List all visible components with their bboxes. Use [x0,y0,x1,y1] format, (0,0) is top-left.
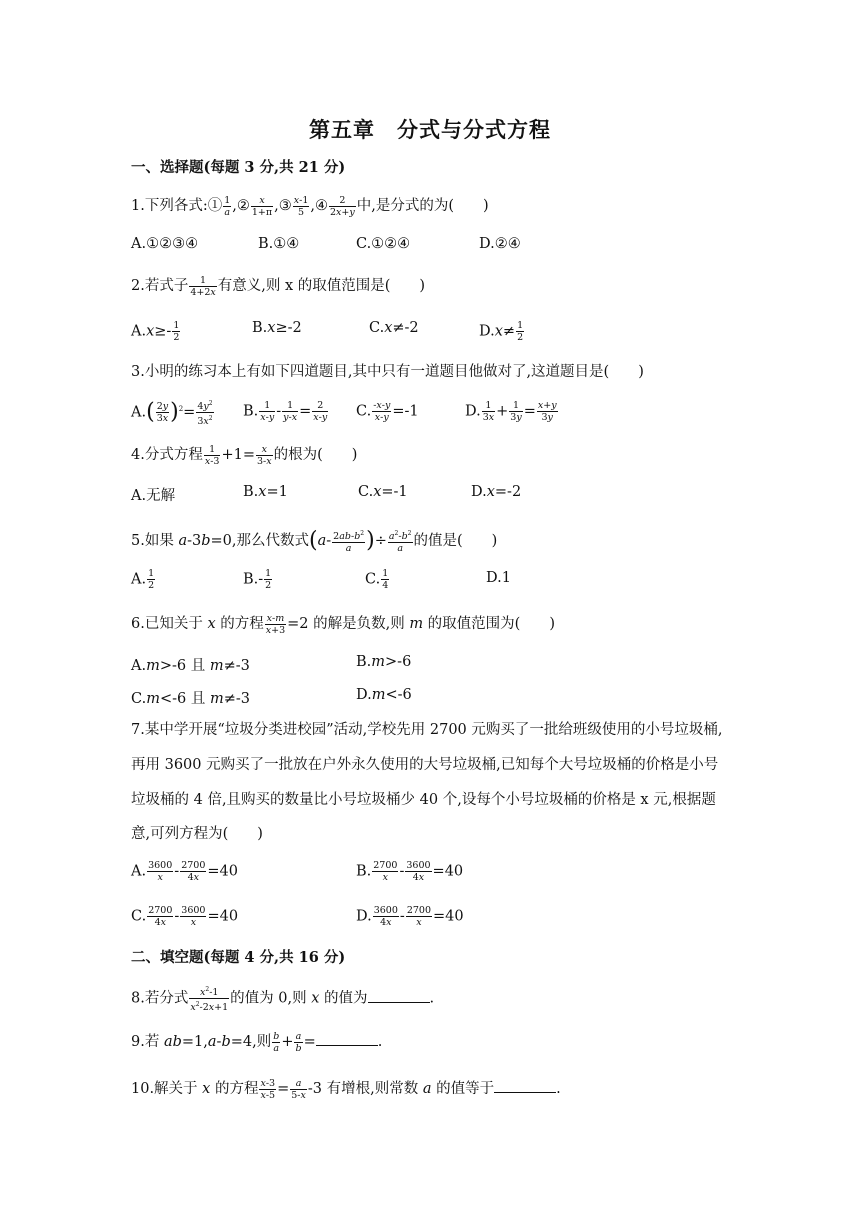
q5-option-a: A. $\frac{1}{2}$ [131,568,155,591]
q7-option-b: B. $\frac{2700}{x}$ - $\frac{3600}{4x}$ =40 [356,860,464,883]
q2-option-a: A.x≥- $\frac{1}{2}$ [131,320,180,343]
q4-option-d: D.x=-2 [471,484,522,500]
q9-end: . [377,1034,383,1050]
q5-option-c: C. $\frac{1}{4}$ [365,568,389,591]
question-7-line-3: 垃圾桶的 4 倍,且购买的数量比小号垃圾桶少 40 个,设每个小号垃圾桶的价格是 x 元,根据题 [131,792,716,808]
q1-prefix: 1.下列各式: [131,198,208,214]
question-5: 5.如果 a-3b=0,那么代数式(a- $\frac{2ab-b^2}{a}$ )÷ $\frac{a^2-b^2}{a}$ 的值是( ) [131,528,498,555]
q6-option-c: C.m<-6 且 m≠-3 [131,691,250,707]
q8-prefix: 8.若分式 [131,990,189,1007]
q1-option-c: C.①②④ [356,236,411,252]
question-8: 8.若分式 $\frac{x^2-1}{x^2-2x+1}$ 的值为 0,则 x 的值为 . [131,986,435,1014]
q2-suffix: 有意义,则 x 的取值范围是( ) [217,278,426,294]
question-1: 1.下列各式:① $\frac{1}{a}$ ,② $\frac{x}{1+\pi}$ ,③ $\frac{x-1}{5}$ ,④ $\frac{2}{2x+y}$ 中,是分式的为( ) [131,194,489,218]
q2-option-d: D.x≠ $\frac{1}{2}$ [479,320,524,343]
q5-option-d: D.1 [486,570,511,586]
section-heading-fill: 二、填空题(每题 4 分,共 16 分) [131,949,346,966]
q2-prefix: 2.若式子 [131,278,189,294]
q6-option-a: A.m>-6 且 m≠-3 [131,658,250,674]
question-9: 9.若 ab=1,a-b=4,则 $\frac{b}{a}$ + $\frac{a}{b}$ = . [131,1030,383,1054]
q6-option-d: D.m<-6 [356,687,412,703]
q5-suffix: 的值是( ) [413,533,498,550]
q4-option-c: C.x=-1 [358,484,408,500]
q3-option-c: C. $\frac{-x-y}{x-y}$ =-1 [356,400,419,423]
q1-option-a: A.①②③④ [131,236,199,252]
q2-option-b: B.x≥-2 [252,320,302,336]
q5-option-b: B.- $\frac{1}{2}$ [243,568,272,591]
q2-option-c: C.x≠-2 [369,320,419,336]
question-2: 2.若式子 $\frac{1}{4+2x}$ 有意义,则 x 的取值范围是( ) [131,274,426,298]
question-6: 6.已知关于 x 的方程 $\frac{x-m}{x+3}$ =2 的解是负数,则 m 的取值范围为( ) [131,612,556,636]
section-heading-choice: 一、选择题(每题 3 分,共 21 分) [131,159,346,176]
page-title: 第五章 分式与分式方程 [309,117,551,142]
answer-blank-9[interactable] [316,1033,378,1046]
q3-option-a: A.( $\frac{2y}{3x}$ )$^2$= $\frac{4y^2}{3x^2}$ [131,399,213,428]
q3-option-d: D. $\frac{1}{3x}$ + $\frac{1}{3y}$ = $\frac{x+y}{3y}$ [465,400,557,423]
question-7-line-2: 再用 3600 元购买了一批放在户外永久使用的大号垃圾桶,已知每个大号垃圾桶的价格是小号 [131,757,719,773]
question-10: 10.解关于 x 的方程 $\frac{x-3}{x-5}$ = $\frac{a}{5-x}$ -3 有增根,则常数 a 的值等于 . [131,1077,561,1101]
answer-blank-10[interactable] [494,1080,556,1093]
q8-end: . [429,990,435,1007]
q10-end: . [556,1081,561,1097]
question-7-line-4: 意,可列方程为( ) [131,826,263,842]
q1-option-b: B.①④ [258,236,300,252]
q3-option-b: B. $\frac{1}{x-y}$ - $\frac{1}{y-x}$ = $\frac{2}{x-y}$ [243,400,328,423]
question-4: 4.分式方程 $\frac{1}{x-3}$ +1= $\frac{x}{3-x}$ 的根为( ) [131,443,358,467]
q1-option-d: D.②④ [479,236,521,252]
q4-option-a: A.无解 [131,488,176,504]
question-7-line-1: 7.某中学开展“垃圾分类进校园”活动,学校先用 2700 元购买了一批给班级使用的小号垃圾桶, [131,722,723,738]
q7-option-a: A. $\frac{3600}{x}$ - $\frac{2700}{4x}$ =40 [131,860,238,883]
q4-suffix: 的根为( ) [273,447,358,463]
q7-option-d: D. $\frac{3600}{4x}$ - $\frac{2700}{x}$ =40 [356,905,464,928]
q7-option-c: C. $\frac{2700}{4x}$ - $\frac{3600}{x}$ =40 [131,905,239,928]
question-3: 3.小明的练习本上有如下四道题目,其中只有一道题目他做对了,这道题目是( ) [131,364,644,380]
q1-suffix: 中,是分式的为( ) [356,198,489,214]
q4-prefix: 4.分式方程 [131,447,203,463]
q6-option-b: B.m>-6 [356,654,412,670]
q4-option-b: B.x=1 [243,484,288,500]
answer-blank-8[interactable] [368,990,430,1003]
